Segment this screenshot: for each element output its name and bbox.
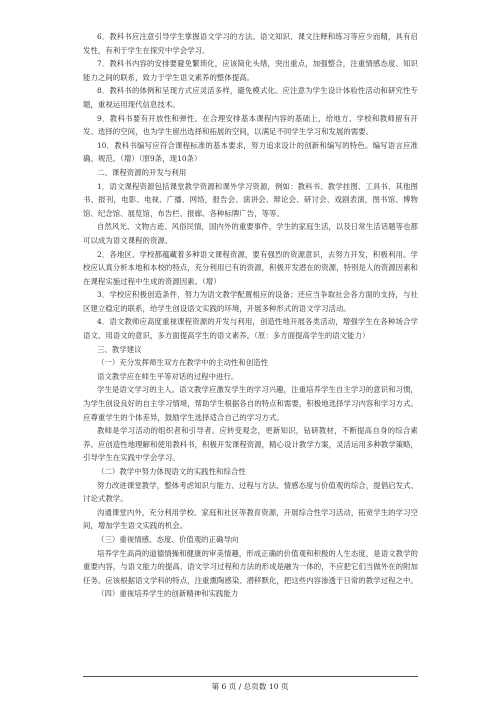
subheading-1: （一）充分发挥师生双方在教学中的主动性和创造性 [97, 358, 269, 368]
subheading-4: （四）重视培养学生的创新精神和实践能力 [97, 589, 239, 599]
paragraph-8: 8．教科书的体例和呈现方式应灵活多样，避免模式化。应注意为学生设计体验性活动和研究性专题，重视运用现代信息技术。 [83, 86, 418, 109]
resources-paragraph-1b: 自然风光、文物古迹、风俗民情，国内外的重要事件，学生的家庭生活，以及日常生活话题等也都可以成为语文课程的资源。 [83, 222, 418, 245]
teaching-paragraph-6: 培养学生高尚的道德情操和健康的审美情趣，形成正确的价值观和积极的人生态度，是语文教学的重要内容，与语文能力的提高、语文学习过程和方法的形成是融为一体的，不应把它们当做外在的附加任务。应该根据语文学科的特点，注重熏陶感染、潜移默化，把这些内容渗透于日常的教学过程之中。 [83, 548, 418, 585]
subheading-3: （三）重视情感、态度、价值观的正确导向 [97, 534, 239, 544]
section-heading-resources: 二、课程资源的开发与利用 [97, 167, 187, 177]
teaching-paragraph-1: 语文教学应在师生平等对话的过程中进行。 [97, 371, 239, 381]
teaching-paragraph-3: 教师是学习活动的组织者和引导者。应转变观念，更新知识，钻研教材，不断提高自身的综合素养。应创造性地理解和使用教科书，积极开发课程资源，精心设计教学方案，灵活运用多种教学策略，引导学生在实践中学会学习。 [83, 426, 418, 463]
teaching-paragraph-2: 学生是语文学习的主人。语文教学应激发学生的学习兴趣，注重培养学生自主学习的意识和习惯，为学生创设良好的自主学习情境，帮助学生根据各自的特点和需要，积极地选择学习内容和学习方式。应尊重学生的个体差异，鼓励学生选择适合自己的学习方式。 [83, 385, 418, 422]
footer-divider [83, 676, 418, 677]
resources-paragraph-3: 3．学校应积极创造条件，努力为语文教学配置相应的设备；还应当争取社会各方面的支持，与社区建立稳定的联系，给学生创设语文实践的环境，开展多种形式的语文学习活动。 [83, 290, 418, 313]
section-heading-teaching: 三、教学建议 [97, 344, 142, 354]
resources-paragraph-1: 1．语文课程资源包括课堂教学资源和课外学习资源，例如：教科书、教学挂图、工具书、其他图书、报刊，电影、电视、广播、网络，报告会、演讲会、辩论会、研讨会、戏剧表演，图书馆、博物馆、纪念馆、展览馆，布告栏、报廊、各种标牌广告，等等。 [83, 181, 418, 218]
paragraph-10: 10．教科书编写应符合课程标准的基本要求，努力追求设计的创新和编写的特色。编写语言应准确、规范。（增）（原9条，现10条） [83, 140, 418, 164]
subheading-2: （二）教学中努力体现语文的实践性和综合性 [97, 467, 246, 476]
resources-paragraph-4: 4．语文教师应高度重视课程资源的开发与利用，创造性地开展各类活动，增强学生在各种场合学语文、用语文的意识，多方面提高学生的语文素养。（原：多方面提高学生的语文能力） [83, 317, 418, 341]
teaching-paragraph-4: 努力改进课堂教学，整体考虑知识与能力、过程与方法、情感态度与价值观的综合，提倡启发式、讨论式教学。 [83, 480, 418, 504]
resources-paragraph-2: 2．各地区、学校都蕴藏着多种语文课程资源，要有强烈的资源意识，去努力开发，积极利用。学校应认真分析本地和本校的特点，充分利用已有的资源，积极开发潜在的资源，特别是人的资源因素和在课程实施过程中生成的资源因素。（增） [83, 249, 418, 286]
paragraph-9: 9．教科书要有开放性和弹性。在合理安排基本课程内容的基础上，给地方、学校和教师留有开发、选择的空间，也为学生留出选择和拓展的空间，以满足不同学生学习和发展的需要。 [83, 113, 418, 137]
page-number-footer: 第 6 页 / 总页数 10 页 [211, 682, 289, 691]
teaching-paragraph-5: 沟通课堂内外，充分利用学校、家庭和社区等教育资源，开展综合性学习活动，拓宽学生的学习空间，增加学生语文实践的机会。 [83, 507, 418, 531]
paragraph-6: 6．教科书应注意引导学生掌握语文学习的方法。语文知识、课文注释和练习等应少而精，具有启发性，有利于学生在探究中学会学习。 [83, 32, 418, 55]
document-body [83, 30, 418, 601]
paragraph-7: 7．教科书内容的安排要避免繁琐化，应该简化头绪，突出重点，加强整合，注重情感态度、知识能力之间的联系，致力于学生语文素养的整体提高。 [83, 59, 418, 82]
